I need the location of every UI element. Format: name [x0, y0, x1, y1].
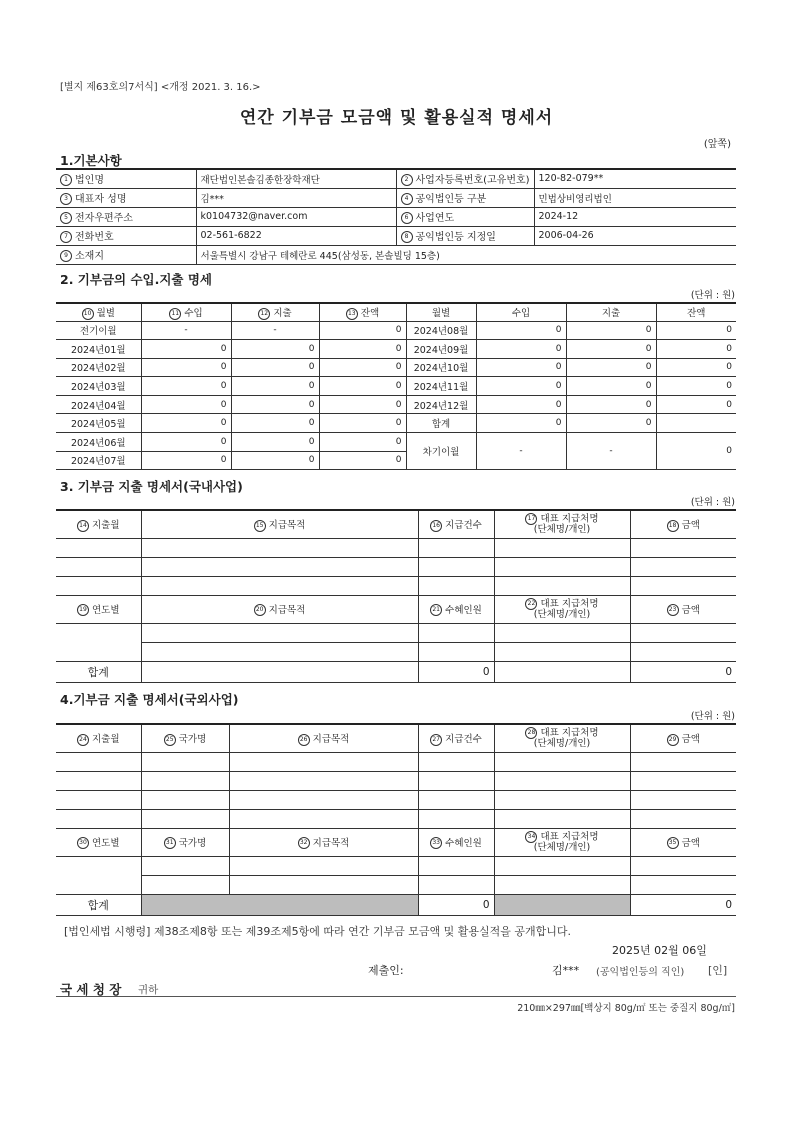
- column-header: 월별: [431, 308, 451, 320]
- field-value: 민법상비영리법인: [538, 193, 612, 205]
- form-number-note: [별지 제63호의7서식] <개정 2021. 3. 16.>: [60, 82, 261, 93]
- item-number-icon: 29: [667, 734, 679, 746]
- field-value: k0104732@naver.com: [200, 211, 308, 222]
- item-number-icon: 15: [254, 520, 266, 532]
- field-label: 법인명: [75, 175, 104, 187]
- item-number-icon: 22: [525, 598, 537, 610]
- field-label: 대표자 성명: [75, 194, 127, 205]
- item-number-icon: 9: [60, 250, 72, 262]
- balance-cell: 0: [395, 436, 402, 447]
- section3-heading: 3. 기부금 지출 명세서(국내사업): [60, 479, 243, 494]
- empty-row: [56, 557, 736, 576]
- document-title: 연간 기부금 모금액 및 활용실적 명세서: [239, 108, 554, 128]
- item-number-icon: 24: [77, 734, 89, 746]
- recipient: 국 세 청 장: [60, 982, 122, 997]
- expense-cell: 0: [308, 455, 315, 466]
- column-header: 금액: [681, 734, 700, 745]
- total-label: 합계: [87, 665, 109, 679]
- item-number-icon: 32: [298, 837, 310, 849]
- column-header: 국가명: [178, 837, 207, 849]
- income-cell: 0: [220, 399, 227, 410]
- domestic-header: [56, 510, 736, 538]
- column-header-sub: (단체명/개인): [533, 524, 591, 536]
- item-number-icon: 12: [258, 308, 270, 320]
- month-cell: 2024년03월: [70, 382, 126, 394]
- basic-info-row: [56, 226, 736, 245]
- item-number-icon: 3: [60, 193, 72, 205]
- column-header: 수혜인원: [445, 837, 482, 849]
- balance-cell: 0: [726, 399, 732, 410]
- item-number-icon: 26: [298, 734, 310, 746]
- total-amount: 0: [725, 898, 732, 911]
- submitter-label: 제출인:: [368, 964, 404, 977]
- expense-cell: -: [609, 446, 613, 457]
- table-row: [56, 358, 736, 377]
- item-number-icon: 11: [169, 308, 181, 320]
- balance-cell: 0: [395, 362, 402, 373]
- column-header: 지급목적: [268, 520, 306, 531]
- empty-row: [56, 875, 736, 894]
- item-number-icon: 34: [525, 831, 537, 843]
- column-header: 연도별: [91, 604, 120, 616]
- submitter-name: 김***: [552, 964, 580, 977]
- column-header: 수입: [511, 308, 531, 320]
- month-cell: 차기이월: [422, 447, 460, 459]
- column-header: 금액: [681, 837, 700, 849]
- month-cell: 2024년07월: [70, 456, 126, 468]
- section4-heading: 4.기부금 지출 명세서(국외사업): [60, 692, 239, 707]
- basic-info-row: [56, 188, 736, 207]
- basic-info-table: [56, 168, 736, 265]
- column-header: 대표 지급처명: [540, 598, 599, 610]
- domestic-expense-table: [56, 509, 736, 683]
- field-value: 120-82-079**: [538, 173, 604, 185]
- item-number-icon: 23: [667, 604, 679, 616]
- field-value: 김***: [200, 193, 224, 205]
- income-expense-header: [56, 303, 736, 321]
- income-cell: 0: [555, 399, 562, 410]
- item-number-icon: 5: [60, 212, 72, 224]
- field-label: 사업연도: [415, 213, 455, 224]
- column-header: 월별: [96, 308, 115, 319]
- total-label: 합계: [87, 898, 109, 912]
- expense-cell: 0: [645, 399, 652, 410]
- month-cell: 2024년06월: [70, 437, 126, 449]
- table-row: [56, 414, 736, 433]
- section2-unit: (단위 : 원): [690, 290, 735, 301]
- item-number-icon: 7: [60, 231, 72, 243]
- balance-cell: 0: [726, 343, 732, 354]
- empty-row: [56, 856, 736, 875]
- item-number-icon: 17: [525, 513, 537, 525]
- month-cell: 전기이월: [79, 326, 117, 338]
- item-number-icon: 19: [77, 604, 89, 616]
- empty-row: [56, 538, 736, 557]
- balance-cell: 0: [726, 381, 732, 392]
- column-header: 지출월: [91, 520, 120, 531]
- page-side-label: (앞쪽): [703, 139, 731, 150]
- basic-info-row: [56, 169, 736, 188]
- column-header: 대표 지급처명: [540, 513, 599, 525]
- month-cell: 2024년12월: [413, 400, 469, 412]
- income-cell: 0: [220, 381, 227, 392]
- balance-cell: 0: [395, 455, 402, 466]
- item-number-icon: 18: [667, 520, 679, 532]
- expense-cell: 0: [308, 343, 315, 354]
- empty-row: [56, 771, 736, 790]
- item-number-icon: 10: [82, 308, 94, 320]
- empty-row: [56, 623, 736, 642]
- item-number-icon: 1: [60, 174, 72, 186]
- empty-row: [56, 790, 736, 809]
- column-header: 지급목적: [312, 734, 350, 745]
- income-cell: 0: [555, 325, 562, 336]
- month-cell: 2024년10월: [413, 363, 469, 375]
- field-value: 02-561-6822: [200, 230, 262, 241]
- expense-cell: 0: [645, 418, 652, 429]
- item-number-icon: 8: [401, 231, 413, 243]
- income-cell: 0: [555, 362, 562, 373]
- column-header: 지급목적: [268, 604, 306, 616]
- balance-cell: 0: [395, 418, 402, 429]
- field-value: 2024-12: [538, 211, 579, 222]
- item-number-icon: 25: [164, 734, 176, 746]
- section2-heading: 2. 기부금의 수입.지출 명세: [60, 272, 213, 287]
- expense-cell: 0: [645, 325, 652, 336]
- column-header: 지급목적: [312, 837, 350, 849]
- item-number-icon: 20: [254, 604, 266, 616]
- item-number-icon: 30: [77, 837, 89, 849]
- submitter-role: (공익법인등의 직인): [596, 967, 685, 978]
- expense-cell: 0: [308, 399, 315, 410]
- total-row: [56, 894, 736, 915]
- balance-cell: 0: [395, 399, 402, 410]
- expense-cell: 0: [645, 381, 652, 392]
- item-number-icon: 33: [430, 837, 442, 849]
- table-row: [56, 340, 736, 359]
- item-number-icon: 13: [346, 308, 358, 320]
- empty-row: [56, 752, 736, 771]
- section3-unit: (단위 : 원): [690, 497, 735, 508]
- balance-cell: 0: [726, 362, 732, 373]
- field-label: 공익법인등 지정일: [415, 232, 496, 243]
- overseas-header: [56, 724, 736, 752]
- month-cell: 2024년01월: [70, 344, 126, 356]
- total-count: 0: [482, 898, 490, 911]
- balance-cell: 0: [395, 343, 402, 354]
- column-header: 잔액: [687, 308, 706, 320]
- income-cell: 0: [555, 418, 562, 429]
- balance-cell: 0: [395, 325, 402, 336]
- balance-cell: 0: [395, 381, 402, 392]
- income-cell: 0: [220, 455, 227, 466]
- column-header: 수입: [184, 308, 203, 319]
- column-header-sub: (단체명/개인): [533, 609, 591, 620]
- address-row: [56, 245, 736, 264]
- table-row: [56, 433, 736, 452]
- expense-cell: 0: [645, 362, 652, 373]
- income-expense-table: [56, 302, 736, 470]
- income-cell: -: [184, 325, 188, 336]
- table-row: [56, 377, 736, 396]
- field-value: 2006-04-26: [538, 230, 594, 241]
- expense-cell: 0: [308, 436, 315, 447]
- column-header: 금액: [681, 520, 700, 531]
- table-row: [56, 321, 736, 340]
- field-label: 전화번호: [75, 232, 114, 243]
- column-header: 지출: [273, 308, 292, 319]
- month-cell: 2024년05월: [70, 419, 126, 431]
- section1-heading: 1.기본사항: [60, 153, 122, 168]
- income-cell: 0: [220, 436, 227, 447]
- income-cell: 0: [220, 343, 227, 354]
- submission-date: 2025년 02월 06일: [612, 944, 707, 957]
- item-number-icon: 28: [525, 727, 537, 739]
- column-header: 지급건수: [445, 734, 482, 745]
- table-row: [56, 395, 736, 414]
- expense-cell: 0: [308, 381, 315, 392]
- column-header: 금액: [681, 604, 700, 616]
- total-count: 0: [482, 665, 490, 678]
- item-number-icon: 31: [164, 837, 176, 849]
- item-number-icon: 4: [401, 193, 413, 205]
- total-amount: 0: [725, 665, 732, 678]
- month-cell: 2024년11월: [413, 382, 469, 394]
- expense-cell: 0: [645, 343, 652, 354]
- column-header: 대표 지급처명: [540, 727, 599, 739]
- field-label: 공익법인등 구분: [415, 194, 487, 205]
- item-number-icon: 16: [430, 520, 442, 532]
- column-header: 국가명: [178, 734, 207, 745]
- field-label: 소재지: [75, 251, 104, 262]
- footer-divider: [56, 996, 736, 997]
- empty-row: [56, 809, 736, 828]
- overseas-header: [56, 828, 736, 856]
- section4-unit: (단위 : 원): [690, 711, 735, 722]
- seal-mark: [인]: [708, 964, 728, 977]
- legal-basis-text: [법인세법 시행령] 제38조제8항 또는 제39조제5항에 따라 연간 기부금 모금액 및 활용실적을 공개합니다.: [64, 925, 571, 938]
- item-number-icon: 14: [77, 520, 89, 532]
- column-header-sub: (단체명/개인): [533, 738, 591, 750]
- basic-info-row: [56, 207, 736, 226]
- column-header: 지급건수: [445, 520, 482, 531]
- empty-row: [56, 642, 736, 661]
- month-cell: 2024년04월: [70, 400, 126, 412]
- income-cell: 0: [555, 381, 562, 392]
- field-label: 전자우편주소: [75, 213, 133, 224]
- recipient-honorific: 귀하: [138, 984, 159, 996]
- column-header: 대표 지급처명: [540, 831, 599, 843]
- field-label: 사업자등록번호(고유번호): [415, 175, 530, 187]
- income-cell: -: [519, 446, 523, 457]
- expense-cell: 0: [308, 362, 315, 373]
- item-number-icon: 6: [401, 212, 413, 224]
- income-cell: 0: [220, 362, 227, 373]
- item-number-icon: 35: [667, 837, 679, 849]
- field-value: 재단법인본솔김종한장학재단: [200, 174, 320, 186]
- column-header: 연도별: [91, 837, 120, 849]
- paper-spec: 210㎜×297㎜[백상지 80g/㎡ 또는 중질지 80g/㎡]: [517, 1003, 735, 1014]
- total-row: [56, 661, 736, 682]
- month-cell: 2024년09월: [413, 344, 469, 356]
- column-header: 잔액: [360, 308, 380, 319]
- column-header: 지출: [601, 308, 621, 320]
- item-number-icon: 2: [401, 174, 413, 186]
- address-value: 서울특별시 강남구 테헤란로 445(삼성동, 본솔빌딩 15층): [200, 250, 440, 262]
- column-header-sub: (단체명/개인): [533, 842, 591, 853]
- month-cell: 2024년08월: [413, 326, 469, 338]
- balance-cell: 0: [726, 325, 732, 336]
- empty-row: [56, 576, 736, 595]
- month-cell: 2024년02월: [70, 363, 126, 375]
- item-number-icon: 27: [430, 734, 442, 746]
- overseas-expense-table: [56, 723, 736, 916]
- item-number-icon: 21: [430, 604, 442, 616]
- domestic-header: [56, 595, 736, 623]
- expense-cell: -: [273, 325, 277, 336]
- month-cell: 합계: [431, 419, 451, 431]
- income-cell: 0: [555, 343, 562, 354]
- expense-cell: 0: [308, 418, 315, 429]
- column-header: 수혜인원: [445, 604, 482, 616]
- balance-cell: 0: [726, 446, 732, 457]
- income-cell: 0: [220, 418, 227, 429]
- column-header: 지출월: [91, 734, 120, 745]
